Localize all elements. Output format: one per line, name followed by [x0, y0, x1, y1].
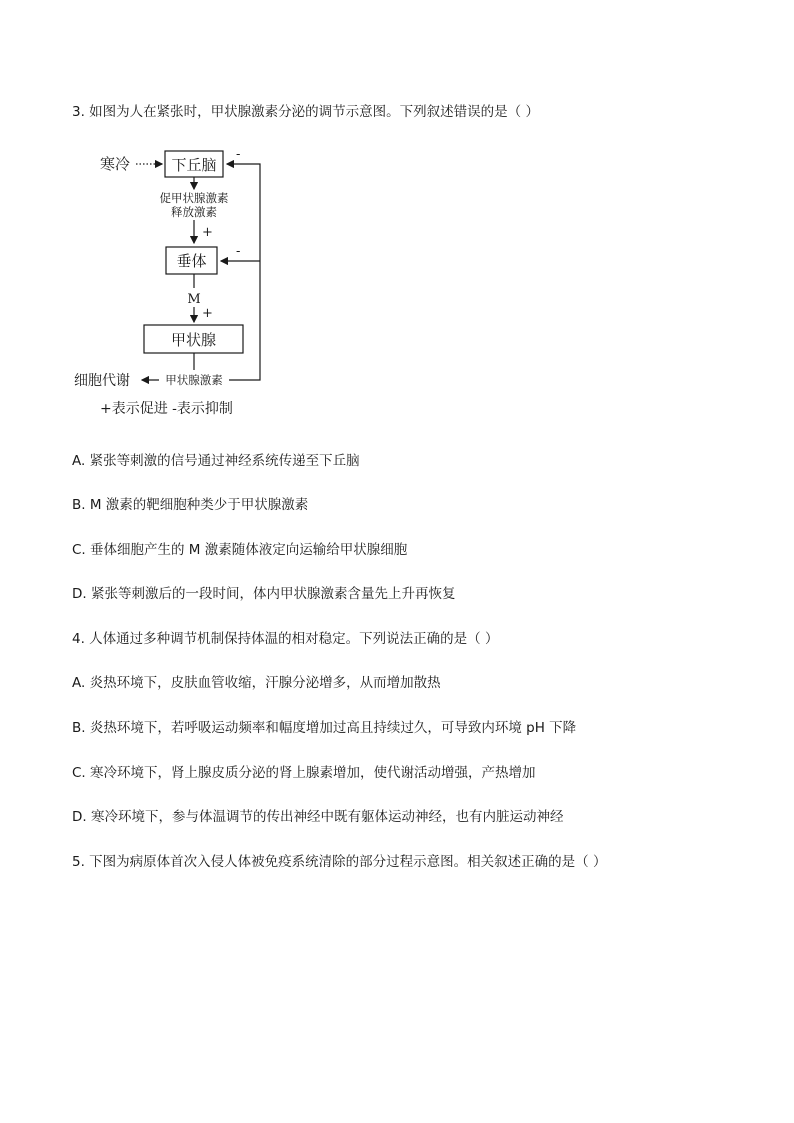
inhibit-sign-1: -: [236, 147, 241, 162]
cold-label: 寒冷: [100, 155, 131, 173]
q4-option-c: C. 寒冷环境下，肾上腺皮质分泌的肾上腺素增加，使代谢活动增强，产热增加: [72, 765, 536, 781]
trh-label-line1: 促甲状腺激素: [159, 191, 229, 205]
metabolism-label: 细胞代谢: [74, 373, 130, 389]
q4-option-d: D. 寒冷环境下，参与体温调节的传出神经中既有躯体运动神经，也有内脏运动神经: [72, 809, 564, 825]
q3-option-c: C. 垂体细胞产生的 M 激素随体液定向运输给甲状腺细胞: [72, 542, 408, 558]
question-4-stem: 4. 人体通过多种调节机制保持体温的相对稳定。下列说法正确的是（ ）: [72, 631, 499, 647]
q3-option-d: D. 紧张等刺激后的一段时间，体内甲状腺激素含量先上升再恢复: [72, 586, 456, 602]
q3-option-a: A. 紧张等刺激的信号通过神经系统传递至下丘脑: [72, 453, 360, 469]
q4-option-a: A. 炎热环境下，皮肤血管收缩，汗腺分泌增多，从而增加散热: [72, 675, 441, 691]
m-hormone-label: M: [187, 292, 201, 307]
diagram-legend: +表示促进 -表示抑制: [100, 401, 233, 417]
thyroid-regulation-diagram: [72, 140, 272, 425]
promote-sign-1: +: [202, 225, 213, 240]
pituitary-label: 垂体: [176, 252, 207, 270]
thyroid-label: 甲状腺: [170, 331, 217, 349]
question-5-stem: 5. 下图为病原体首次入侵人体被免疫系统清除的部分过程示意图。相关叙述正确的是（ ）: [72, 854, 607, 870]
trh-label-line2: 释放激素: [171, 205, 217, 219]
question-3-stem: 3. 如图为人在紧张时，甲状腺激素分泌的调节示意图。下列叙述错误的是（ ）: [72, 104, 539, 120]
q4-option-b: B. 炎热环境下，若呼吸运动频率和幅度增加过高且持续过久，可导致内环境 pH 下降: [72, 720, 577, 736]
thyroxine-label: 甲状腺激素: [165, 373, 223, 387]
promote-sign-2: +: [202, 306, 213, 321]
inhibit-sign-2: -: [236, 244, 241, 259]
q3-option-b: B. M 激素的靶细胞种类少于甲状腺激素: [72, 497, 309, 513]
hypothalamus-label: 下丘脑: [171, 156, 217, 174]
